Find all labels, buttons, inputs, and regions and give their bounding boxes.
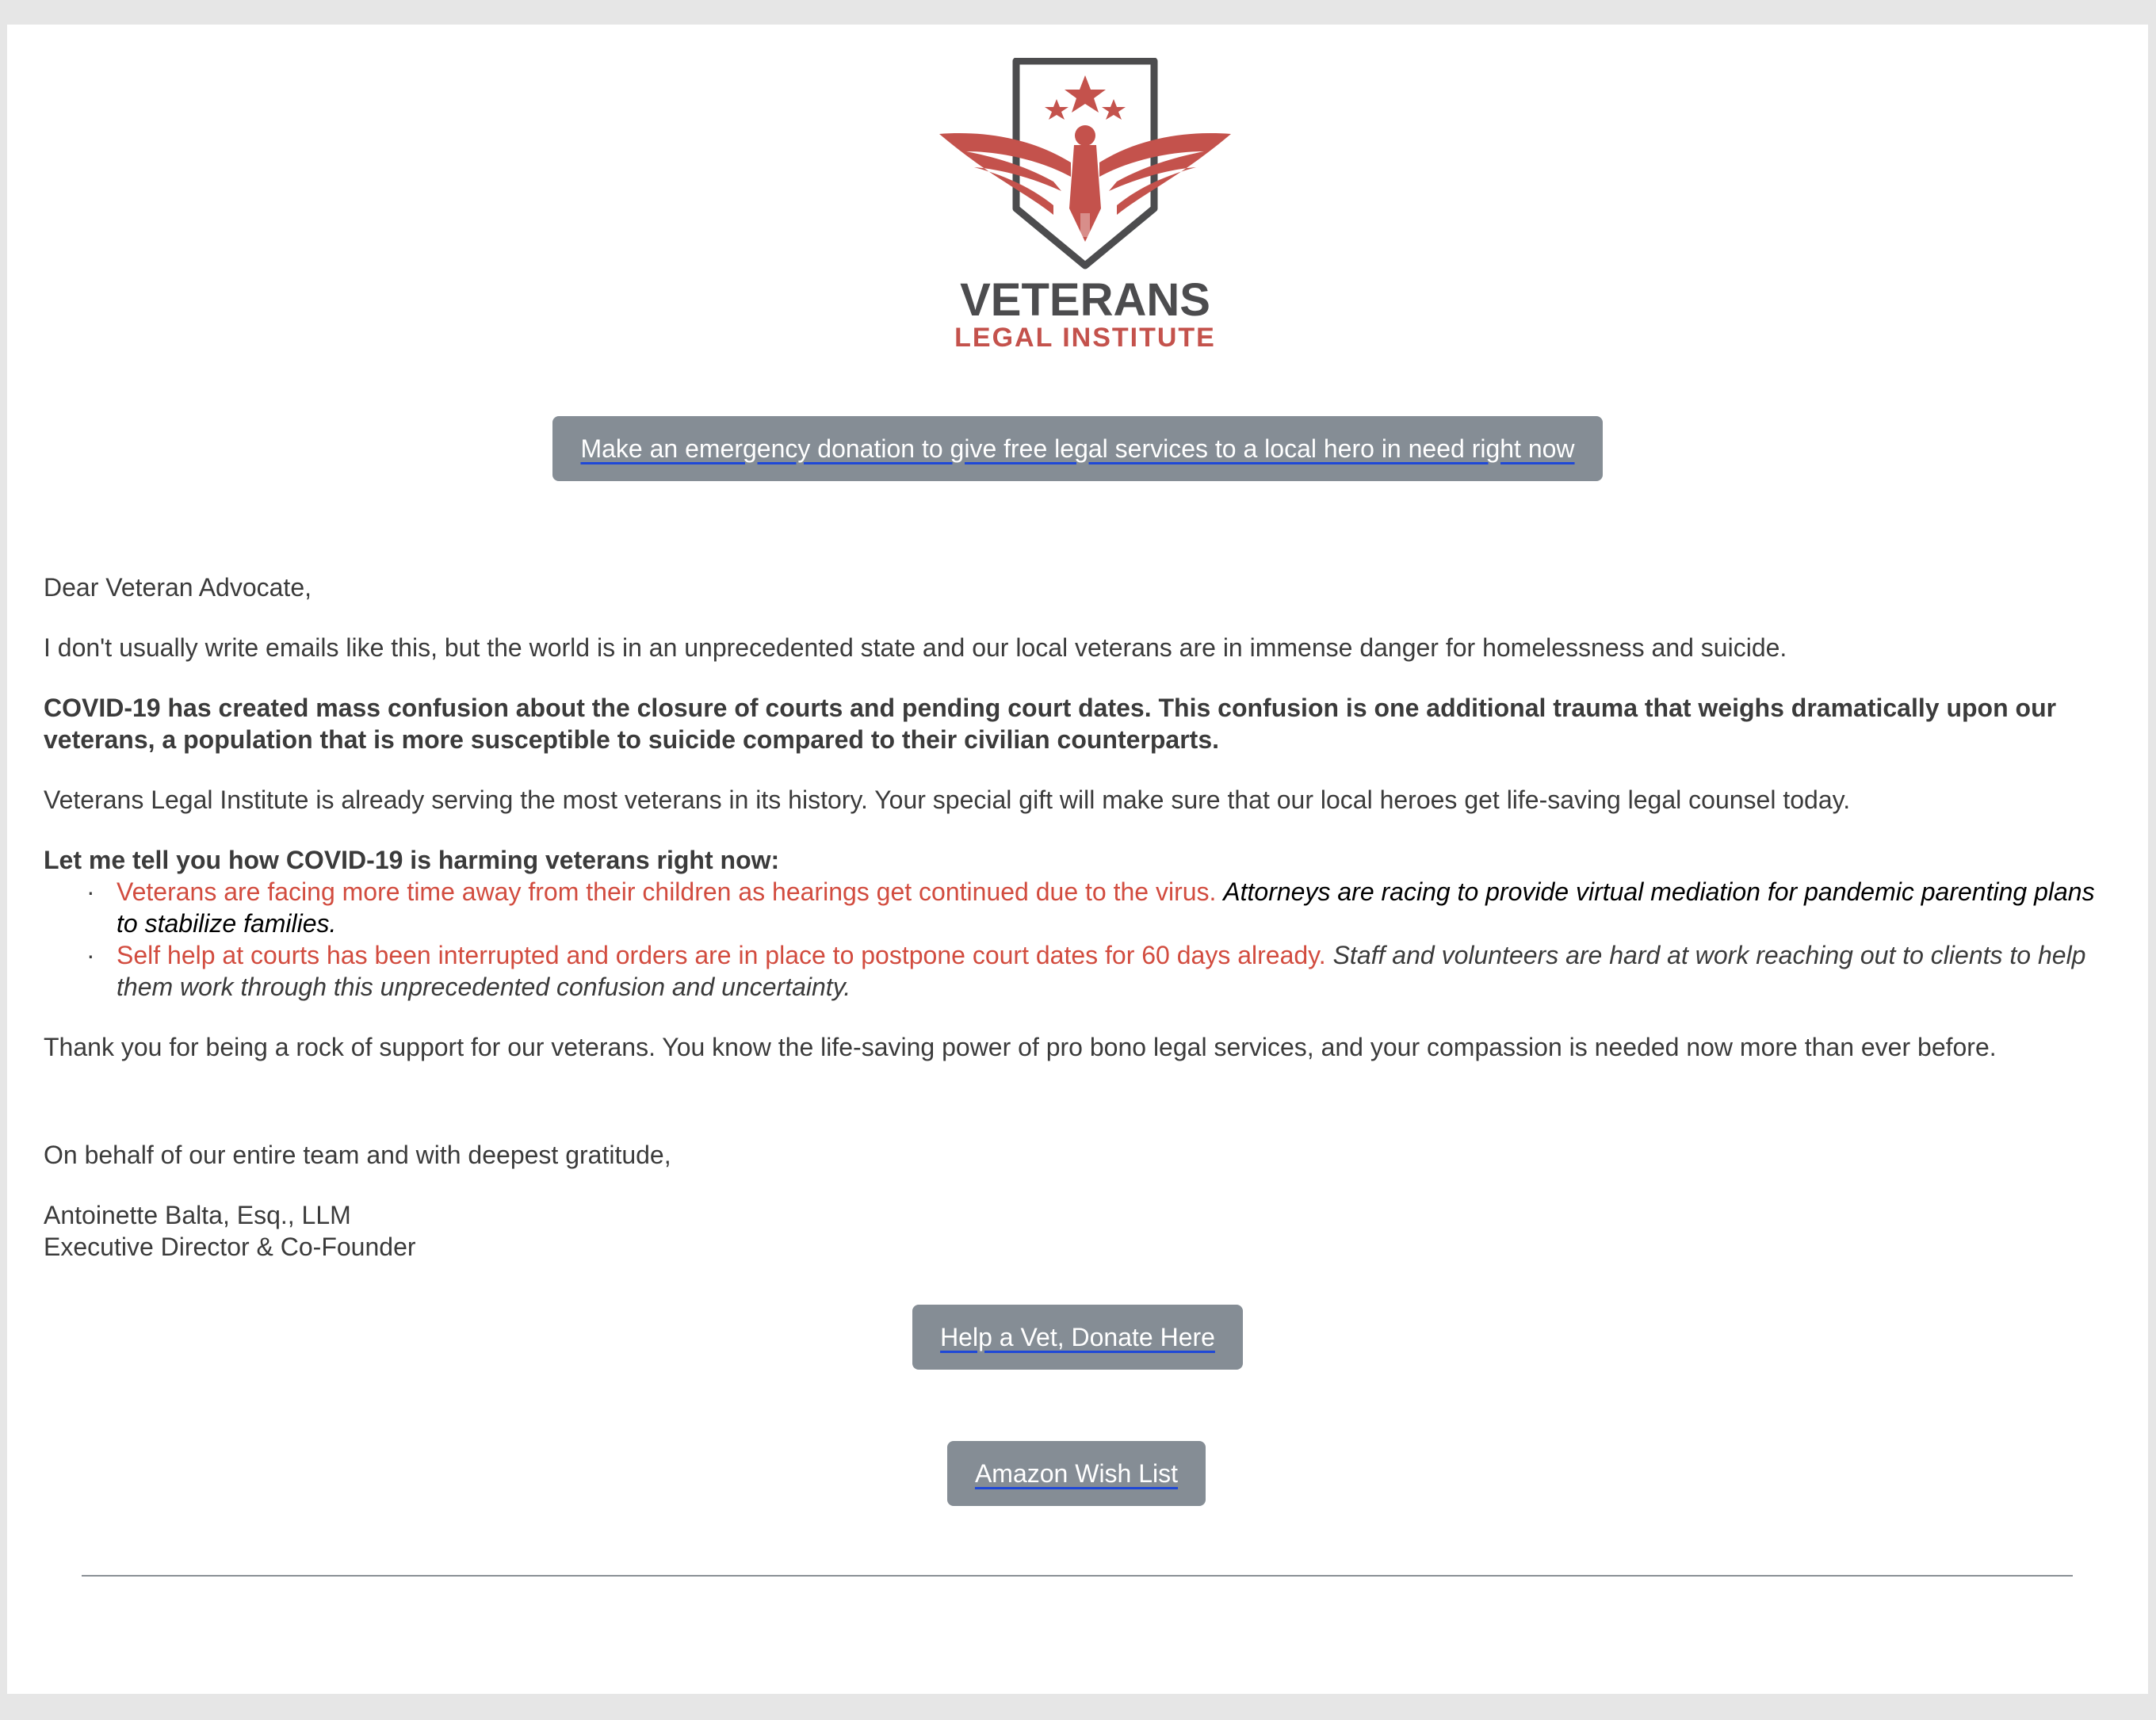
list-item-red-text: Veterans are facing more time away from their children as hearings get continued due to the virus. [117, 877, 1217, 906]
amazon-wish-list-button[interactable]: Amazon Wish List [947, 1441, 1206, 1506]
bullet-glyph: · [86, 941, 95, 969]
greeting: Dear Veteran Advocate, [44, 573, 312, 602]
list-item [44, 939, 2120, 1003]
logo-wordmark-bottom: LEGAL INSTITUTE [954, 323, 1216, 353]
letter-content [44, 571, 2120, 1263]
email-body [7, 25, 2148, 1694]
bullet-glyph: · [86, 877, 95, 906]
logo-wordmark-top: VETERANS [960, 274, 1210, 326]
list-item-italic-text: Attorneys are racing to provide virtual mediation for pandemic parenting plans to stabilize families. [117, 877, 2095, 938]
signer-name: Antoinette Balta, Esq., LLM [44, 1201, 351, 1229]
harm-list [44, 876, 2120, 1003]
list-item-red-text: Self help at courts has been interrupted and orders are in place to postpone court dates for 60 days already. [117, 941, 1326, 969]
paragraph-covid-confusion: COVID-19 has created mass confusion about the closure of courts and pending court dates. This confusion is one additional trauma that weighs dramatically upon our veterans, a population that is more susceptible to suicide compared to their civilian counterparts. [44, 694, 2057, 754]
paragraph-serving: Veterans Legal Institute is already serving the most veterans in its history. Your special gift will make sure that our local heroes get life-saving legal counsel today. [44, 785, 1851, 814]
eagle-shield-emblem-icon [935, 58, 1236, 272]
footer-divider [82, 1575, 2073, 1577]
list-item [44, 876, 2120, 939]
donate-button[interactable]: Help a Vet, Donate Here [912, 1305, 1243, 1370]
closing: On behalf of our entire team and with deepest gratitude, [44, 1141, 671, 1169]
paragraph-intro: I don't usually write emails like this, but the world is in an unprecedented state and our local veterans are in immense danger for homelessness and suicide. [44, 633, 1787, 662]
list-heading: Let me tell you how COVID-19 is harming veterans right now: [44, 846, 780, 874]
emergency-donation-button[interactable]: Make an emergency donation to give free legal services to a local hero in need right now [552, 416, 1603, 481]
list-item-italic-text: Staff and volunteers are hard at work reaching out to clients to help them work through this unprecedented confusion and uncertainty. [117, 941, 2086, 1001]
veterans-legal-institute-logo[interactable] [935, 58, 1236, 367]
signer-title: Executive Director & Co-Founder [44, 1233, 416, 1261]
paragraph-thank-you: Thank you for being a rock of support for our veterans. You know the life-saving power of pro bono legal services, and your compassion is needed now more than ever before. [44, 1033, 1997, 1061]
